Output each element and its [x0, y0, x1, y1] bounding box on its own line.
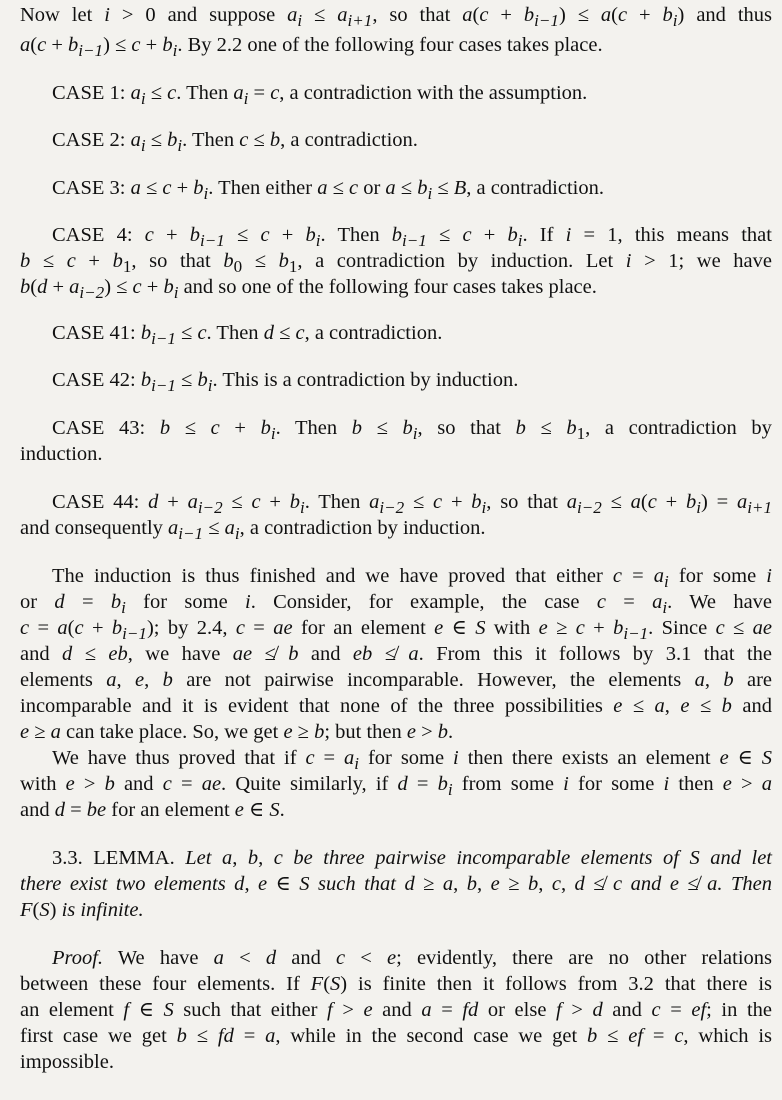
- text-line: $b(d + a_{i-2}) \le c + b_i$ and so one of the following four cases takes place.: [20, 276, 597, 303]
- text-line: there exist two elements d, e ∈ S such that d ≥ a, b, e ≥ b, c, d ≰ c and e ≰ a. Then: [20, 873, 772, 895]
- text-line: Proof. We have a < d and c < e; evidently, there are no other relations: [52, 947, 773, 969]
- text-line: between these four elements. If F(S) is finite then it follows from 3.2 that there is: [20, 973, 772, 995]
- text-line: an element f ∈ S such that either f > e and a = fd or else f > d and c = ef; in the: [20, 999, 772, 1021]
- text-line: CASE 3: $a \le c + b_i$. Then either a ≤ c or $a \le b_i \le B$, a contradiction.: [52, 177, 604, 204]
- text-line: CASE 42: $b_{i-1} \le b_i$. This is a contradiction by induction.: [52, 369, 519, 396]
- text-line: $a(c + b_{i-1}) \le c + b_i$. By 2.2 one of the following four cases takes place.: [20, 34, 603, 61]
- text-line: CASE 2: $a_i \le b_i$. Then c ≤ b, a contradiction.: [52, 129, 418, 156]
- lemma-heading: 3.3. LEMMA. Let a, b, c be three pairwise incomparable elements of S and let: [52, 847, 773, 869]
- text-line: induction.: [20, 443, 103, 465]
- text-line: or $d = b_i$ for some i. Consider, for example, the case $c = a_i$. We have: [20, 591, 773, 618]
- text-line: The induction is thus finished and we have proved that either $c = a_i$ for some i: [52, 565, 772, 592]
- text-line: $b \le c + b_1$, so that $b_0 \le b_1$, a contradiction by induction. Let i > 1; we have: [20, 250, 772, 277]
- text-line: CASE 4: $c + b_{i-1} \le c + b_i$. Then $b_{i-1} \le c + b_i$. If i = 1, this means that: [52, 224, 772, 251]
- text-line: impossible.: [20, 1051, 114, 1073]
- text-line: CASE 44: $d + a_{i-2} \le c + b_i$. Then $a_{i-2} \le c + b_i$, so that $a_{i-2} \le a(c + b_i) = a_{i+1}$: [52, 491, 772, 518]
- text-line: incomparable and it is evident that none of the three possibilities e ≤ a, e ≤ b and: [20, 695, 772, 717]
- text-line: Now let i > 0 and suppose $a_i \le a_{i+1}$, so that $a(c + b_{i-1}) \le a(c + b_i)$ and thus: [20, 4, 773, 31]
- text-line: with e > b and c = ae. Quite similarly, if $d = b_i$ from some i for some i then e > a: [20, 773, 773, 800]
- text-line: We have thus proved that if $c = a_i$ for some i then there exists an element e ∈ S: [52, 747, 772, 774]
- text-line: CASE 41: $b_{i-1} \le c$. Then d ≤ c, a contradiction.: [52, 322, 443, 349]
- text-line: F(S) is infinite.: [20, 899, 144, 921]
- text-line: and consequently $a_{i-1} \le a_i$, a contradiction by induction.: [20, 517, 486, 544]
- text-line: first case we get b ≤ fd = a, while in the second case we get b ≤ ef = c, which is: [20, 1025, 773, 1047]
- text-line: CASE 1: $a_i \le c$. Then $a_i = c$, a contradiction with the assumption.: [52, 82, 588, 109]
- text-line: and d = be for an element e ∈ S.: [20, 799, 285, 821]
- text-line: and d ≤ eb, we have ae ≰ b and eb ≰ a. From this it follows by 3.1 that the: [20, 643, 772, 665]
- text-line: elements a, e, b are not pairwise incomparable. However, the elements a, b are: [20, 669, 773, 691]
- text-line: $c = a(c + b_{i-1})$; by 2.4, c = ae for an element e ∈ S with $e \ge c + b_{i-1}$. Since c ≤ ae: [20, 617, 773, 644]
- text-line: CASE 43: $b \le c + b_i$. Then $b \le b_i$, so that $b \le b_1$, a contradiction by: [52, 417, 772, 444]
- text-line: e ≥ a can take place. So, we get e ≥ b; but then e > b.: [20, 721, 454, 743]
